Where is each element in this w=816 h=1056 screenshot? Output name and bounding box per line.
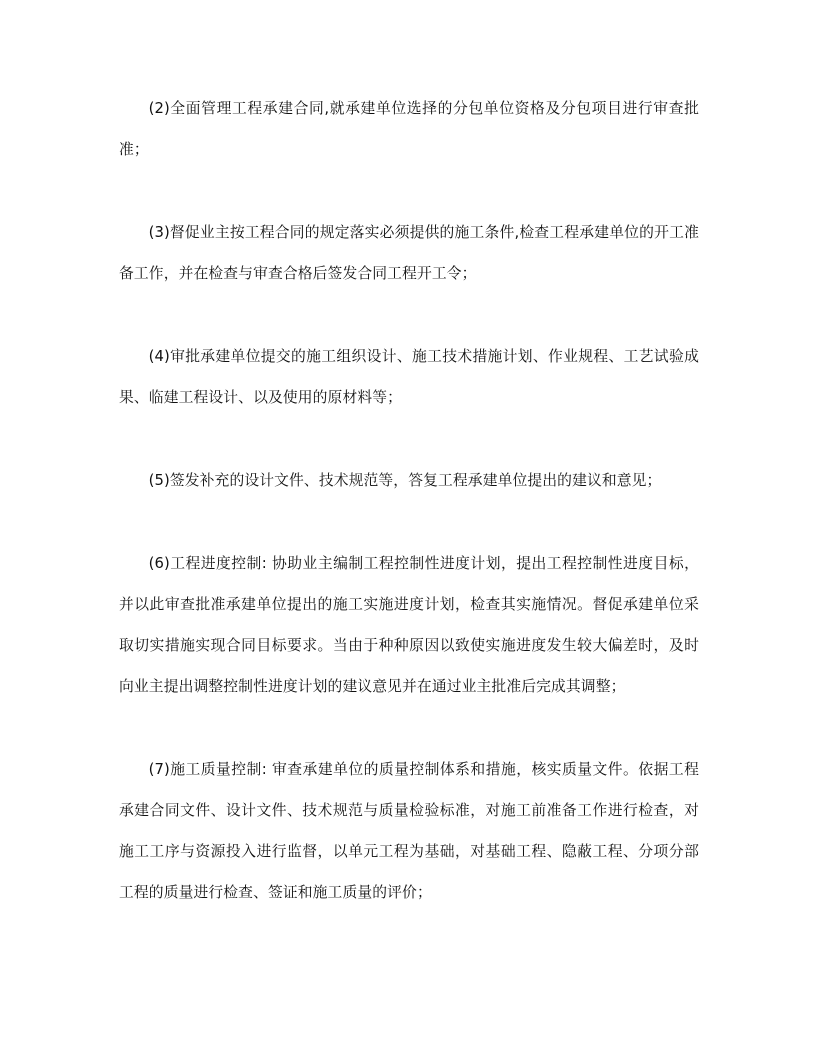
paragraph-item-7: (7)施工质量控制: 审查承建单位的质量控制体系和措施，核实质量文件。依据工程承建合同文件、设计文件、技术规范与质量检验标准，对施工前准备工作进行检查，对施工工序与资源投入进行监督，以单元工程为基础，对基础工程、隐蔽工程、分项分部工程的质量进行检查、签证和施工质量的评价；	[119, 761, 699, 901]
document-body	[119, 88, 699, 913]
paragraph-item-6: (6)工程进度控制: 协助业主编制工程控制性进度计划，提出工程控制性进度目标，并以此审查批准承建单位提出的施工实施进度计划，检查其实施情况。督促承建单位采取切实措施实现合同目标要求。当由于种种原因以致使实施进度发生较大偏差时，及时向业主提出调整控制性进度计划的建议意见并在通过业主批准后完成其调整；	[119, 555, 699, 695]
paragraph-item-5: (5)签发补充的设计文件、技术规范等，答复工程承建单位提出的建议和意见；	[148, 472, 662, 489]
paragraph-item-2: (2)全面管理工程承建合同,就承建单位选择的分包单位资格及分包项目进行审查批准；	[119, 100, 699, 158]
paragraph-item-3: (3)督促业主按工程合同的规定落实必须提供的施工条件,检查工程承建单位的开工准备工作，并在检查与审查合格后签发合同工程开工令；	[119, 224, 699, 282]
paragraph-item-4: (4)审批承建单位提交的施工组织设计、施工技术措施计划、作业规程、工艺试验成果、临建工程设计、以及使用的原材料等；	[119, 348, 699, 406]
